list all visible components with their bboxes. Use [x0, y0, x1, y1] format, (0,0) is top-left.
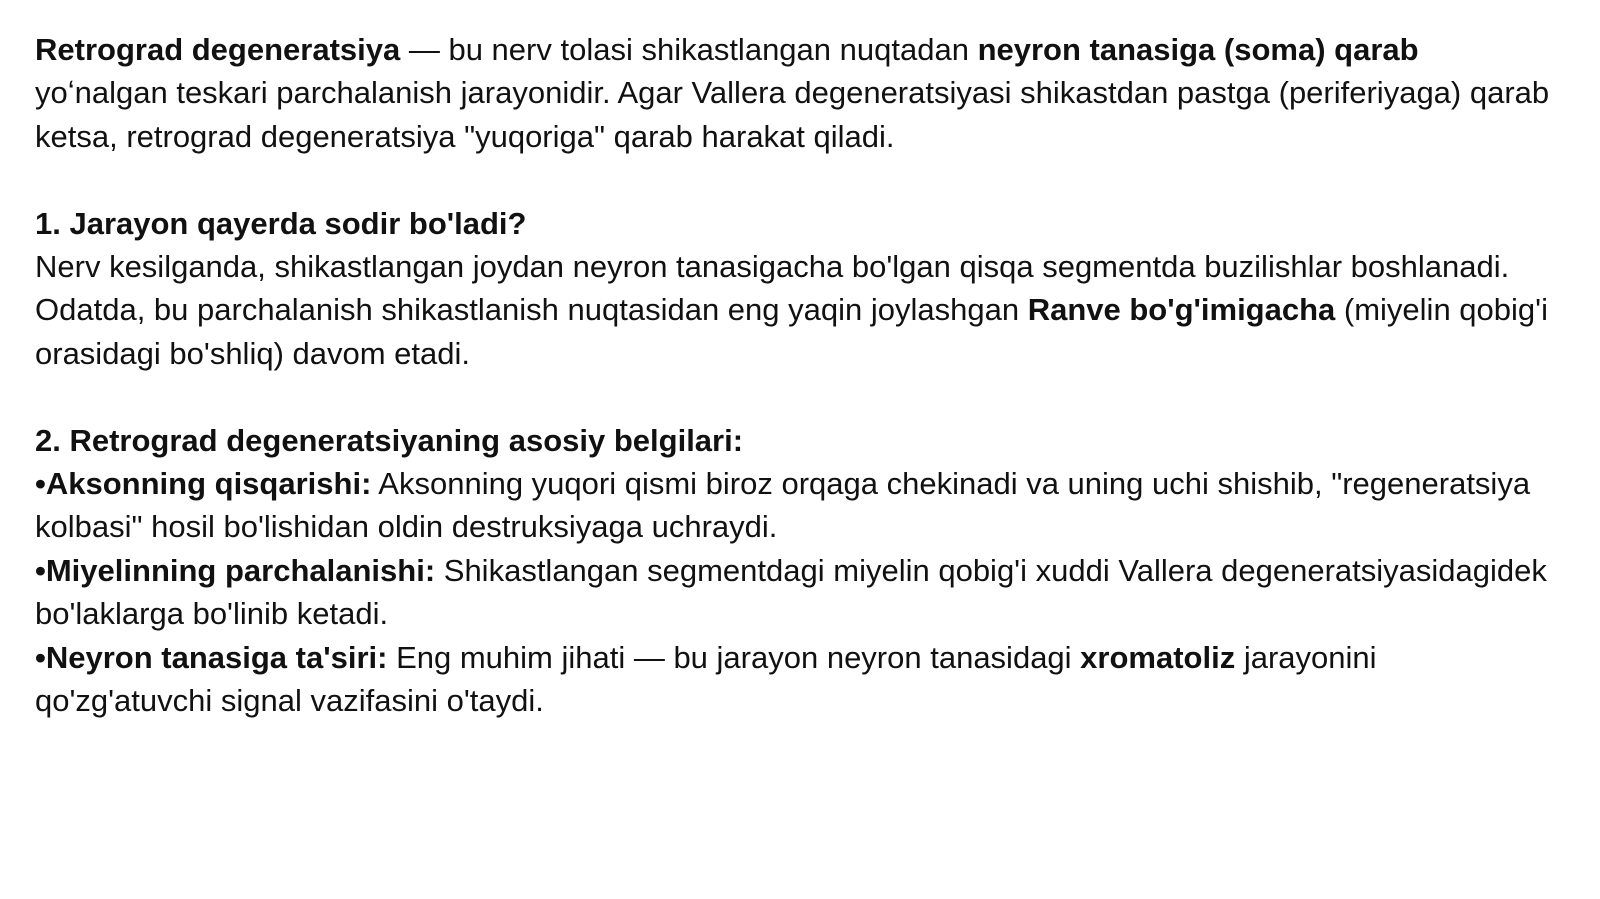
bullet-marker: •	[35, 639, 46, 675]
intro-text-1: — bu nerv tolasi shikastlangan nuqtadan	[400, 32, 978, 67]
bullet-item	[35, 549, 1555, 636]
slide-content	[35, 28, 1555, 722]
intro-paragraph	[35, 28, 1555, 158]
section1-heading	[35, 202, 1555, 245]
section1-bold-1: Ranve bo'g'imigacha	[1027, 292, 1336, 328]
bullet-title: Miyelinning parchalanishi:	[45, 552, 436, 588]
section1-heading-text: 1. Jarayon qayerda sodir bo'ladi?	[35, 205, 527, 241]
bullet-item	[35, 462, 1555, 549]
section1-paragraph	[35, 245, 1555, 375]
intro-bold-1: neyron tanasiga (soma) qarab	[977, 32, 1419, 67]
bullet-text-after: jarayonini qo'zg'atuvchi signal vazifasini o'taydi.	[35, 639, 1377, 719]
intro-term: Retrograd degeneratsiya	[35, 32, 401, 67]
bullet-bold: xromatoliz	[1080, 639, 1236, 675]
bullet-item	[35, 636, 1555, 723]
intro-text-2: yoʻnalgan teskari parchalanish jarayonidir. Agar Vallera degeneratsiyasi shikastdan pastga (periferiyaga) qarab ketsa, retrograd degeneratsiya "yuqoriga" qarab harakat qiladi.	[35, 75, 1550, 154]
spacer	[35, 158, 1555, 201]
section1-text-1: Nerv kesilganda, shikastlangan joydan neyron tanasigacha bo'lgan qisqa segmentda buzilishlar boshlanadi. Odatda, bu parchalanish shikastlanish nuqtasidan eng yaqin joylashgan	[35, 249, 1510, 328]
section2-heading-text: 2. Retrograd degeneratsiyaning asosiy belgilari:	[35, 422, 744, 458]
section2-heading	[35, 419, 1555, 462]
spacer	[35, 375, 1555, 418]
bullet-marker: •	[35, 552, 46, 588]
bullet-text: Shikastlangan segmentdagi miyelin qobig'i xuddi Vallera degeneratsiyasidagidek bo'laklarga bo'linib ketadi.	[35, 552, 1547, 632]
bullet-title: Aksonning qisqarishi:	[45, 466, 372, 502]
bullet-text: Eng muhim jihati — bu jarayon neyron tanasidagi	[387, 639, 1081, 675]
bullet-marker: •	[35, 466, 46, 502]
bullet-text: Aksonning yuqori qismi biroz orqaga chekinadi va uning uchi shishib, "regeneratsiya kolbasi" hosil bo'lishidan oldin destruksiyaga uchraydi.	[35, 466, 1531, 545]
bullet-title: Neyron tanasiga ta'siri:	[45, 639, 388, 675]
section1-text-2: (miyelin qobig'i orasidagi bo'shliq) davom etadi.	[35, 292, 1548, 371]
